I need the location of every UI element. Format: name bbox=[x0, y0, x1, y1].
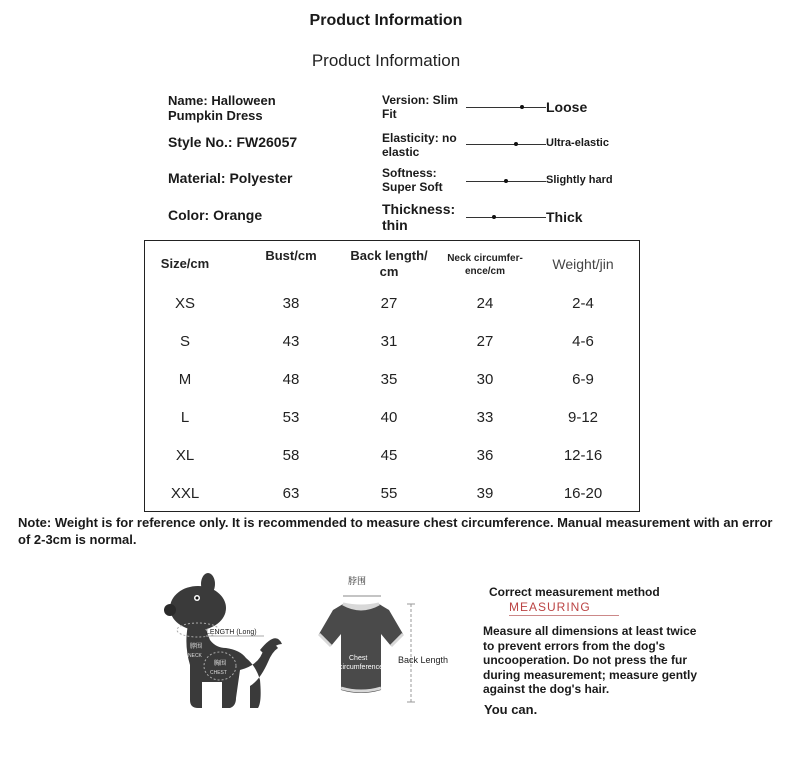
table-cell: XS bbox=[174, 295, 195, 312]
spec-scale-end-label: Loose bbox=[546, 98, 588, 115]
dog-neck-en-label: NECK bbox=[188, 653, 202, 659]
spec-scale-end-label: Slightly hard bbox=[546, 174, 613, 187]
spec-scale-label: Thickness: thin bbox=[382, 201, 456, 233]
table-cell: 55 bbox=[380, 485, 398, 502]
measurement-title: Correct measurement method bbox=[489, 585, 660, 599]
table-cell: 36 bbox=[476, 447, 494, 464]
table-cell: 4-6 bbox=[572, 333, 594, 350]
table-cell: 53 bbox=[282, 409, 300, 426]
back-length-label: Back Length bbox=[398, 655, 449, 665]
spec-style-no: Style No.: FW26057 bbox=[168, 134, 298, 150]
shirt-neck-cn-label: 脖围 bbox=[348, 577, 367, 587]
table-header-cell: Back length/ cm bbox=[350, 248, 428, 279]
table-cell: 24 bbox=[476, 295, 494, 312]
table-cell: 38 bbox=[282, 295, 300, 312]
dog-length-label: LENGTH (Long) bbox=[206, 629, 257, 636]
table-cell: 39 bbox=[476, 485, 494, 502]
section-title: Product Information bbox=[311, 51, 461, 70]
table-cell: 40 bbox=[380, 409, 398, 426]
table-cell: 12-16 bbox=[563, 447, 603, 464]
spec-scale-line bbox=[466, 217, 546, 218]
table-cell: 31 bbox=[380, 333, 398, 350]
spec-scale-line bbox=[466, 144, 546, 145]
dog-chest-en-label: CHEST bbox=[210, 670, 227, 676]
spec-scale-marker bbox=[520, 105, 524, 109]
table-cell: 33 bbox=[476, 409, 494, 426]
table-cell: 43 bbox=[282, 333, 300, 350]
spec-scale-label: Version: Slim Fit bbox=[382, 93, 459, 121]
shirt-measurement-illustration bbox=[315, 572, 465, 712]
table-header-cell: Bust/cm bbox=[265, 248, 317, 263]
page-title: Product Information bbox=[309, 12, 463, 29]
table-cell: 63 bbox=[282, 485, 300, 502]
note-text: Note: Weight is for reference only. It is recommended to measure chest circumference. Manual measurement with an error of 2-3cm is normal. bbox=[18, 515, 773, 547]
dog-measurement-illustration bbox=[160, 570, 300, 715]
spec-scale-end-label: Ultra-elastic bbox=[546, 137, 609, 150]
table-cell: M bbox=[178, 371, 192, 388]
spec-scale-marker bbox=[514, 142, 518, 146]
measurement-instructions: Measure all dimensions at least twice to prevent errors from the dog's uncooperation. Do not press the fur during measurement; measure gently against the dog's hair. bbox=[483, 624, 698, 696]
table-cell: XXL bbox=[170, 485, 200, 502]
measurement-divider bbox=[509, 615, 619, 616]
table-cell: 30 bbox=[476, 371, 494, 388]
table-header-cell: Neck circumfer-ence/cm bbox=[447, 253, 523, 277]
table-cell: 6-9 bbox=[572, 371, 594, 388]
table-cell: 27 bbox=[380, 295, 398, 312]
table-cell: 48 bbox=[282, 371, 300, 388]
measurement-closing: You can. bbox=[484, 702, 538, 717]
shirt-chest-label-2: circumference bbox=[339, 664, 383, 671]
table-cell: XL bbox=[175, 447, 195, 464]
spec-scale-label: Elasticity: no elastic bbox=[382, 131, 457, 159]
spec-scale-line bbox=[466, 107, 546, 108]
spec-scale-marker bbox=[504, 179, 508, 183]
dog-chest-cn-label: 胸围 bbox=[214, 660, 227, 667]
table-cell: 45 bbox=[380, 447, 398, 464]
measurement-subtitle: MEASURING bbox=[509, 600, 591, 614]
spec-scale-end-label: Thick bbox=[546, 208, 583, 225]
table-cell: L bbox=[180, 409, 190, 426]
table-cell: 9-12 bbox=[567, 409, 599, 426]
table-cell: 58 bbox=[282, 447, 300, 464]
spec-name: Name: Halloween Pumpkin Dress bbox=[168, 93, 276, 123]
spec-color: Color: Orange bbox=[168, 207, 263, 223]
spec-scale-label: Softness: Super Soft bbox=[382, 166, 443, 194]
spec-scale-marker bbox=[492, 215, 496, 219]
table-header-cell: Size/cm bbox=[160, 256, 210, 271]
table-cell: 35 bbox=[380, 371, 398, 388]
shirt-chest-label-1: Chest bbox=[349, 655, 368, 662]
table-header-cell: Weight/jin bbox=[552, 256, 614, 272]
shirt-icon bbox=[319, 604, 403, 693]
dog-icon bbox=[164, 573, 282, 708]
table-cell: S bbox=[179, 333, 190, 350]
table-cell: 27 bbox=[476, 333, 494, 350]
dog-neck-cn-label: 脖围 bbox=[190, 643, 203, 650]
table-cell: 16-20 bbox=[563, 485, 603, 502]
table-cell: 2-4 bbox=[572, 295, 594, 312]
spec-material: Material: Polyester bbox=[168, 170, 293, 186]
